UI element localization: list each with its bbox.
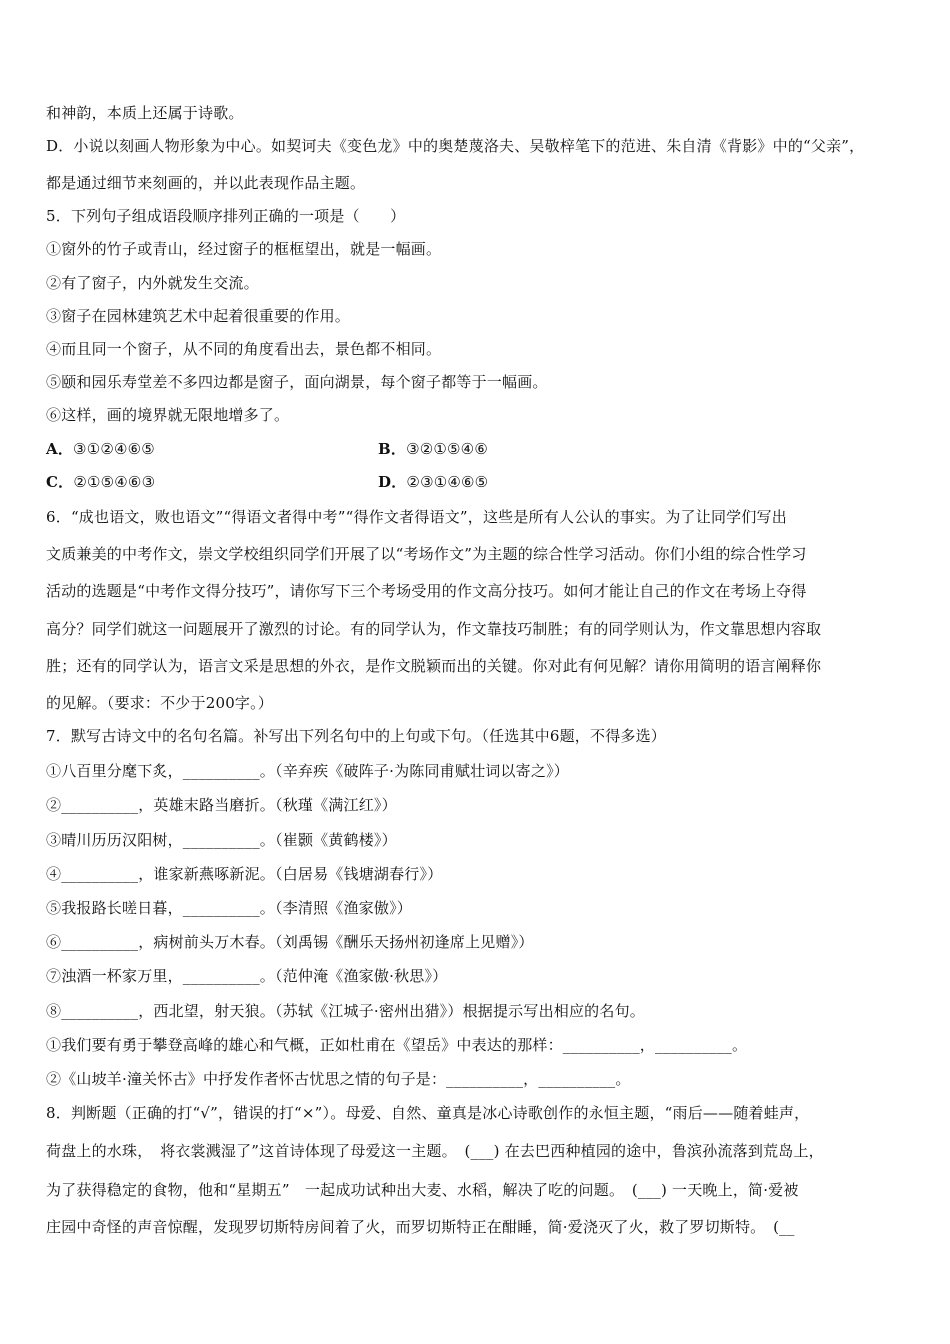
recitation-item: ⑧__________，西北望，射天狼。（苏轼《江城子·密州出猎》）根据提示写出相应的名句。 [46, 1002, 645, 1020]
recitation-item: ④__________，谁家新燕啄新泥。（白居易《钱塘湖春行》） [46, 865, 443, 883]
option-c [46, 472, 155, 492]
question-7-stem: 7．默写古诗文中的名句名篇。补写出下列名句中的上句或下句。（任选其中6题，不得多选） [46, 727, 666, 745]
text-line: 都是通过细节来刻画的，并以此表现作品主题。 [46, 174, 366, 192]
option-b [378, 439, 488, 459]
text-line: 庄园中奇怪的声音惊醒，发现罗切斯特房间着了火，而罗切斯特正在酣睡，简·爱浇灭了火，救了罗切斯特。 (__ [46, 1218, 795, 1236]
option-b-letter: B． [378, 440, 407, 458]
question-6-stem: 6．“成也语文，败也语文”“得语文者得中考”“得作文者得语文”，这些是所有人公认的事实。为了让同学们写出 [46, 508, 787, 526]
text-line: 高分？同学们就这一问题展开了激烈的讨论。有的同学认为，作文靠技巧制胜；有的同学则认为，作文靠思想内容取 [46, 620, 822, 638]
option-d [378, 472, 488, 492]
option-d-letter: D． [378, 473, 407, 491]
text-line: 为了获得稳定的食物，他和“星期五” 一起成功试种出大麦、水稻，解决了吃的问题。 (___) 一天晚上，简·爱被 [46, 1181, 799, 1199]
sentence-3: ③窗子在园林建筑艺术中起着很重要的作用。 [46, 307, 351, 325]
text-line: D．小说以刻画人物形象为中心。如契诃夫《变色龙》中的奥楚蔑洛夫、吴敬梓笔下的范进、朱自清《背影》中的“父亲”， [46, 137, 865, 155]
text-line: 荷盘上的水珠， 将衣裳溅湿了”这首诗体现了母爱这一主题。 (___) 在去巴西种植园的途中，鲁滨孙流落到荒岛上， [46, 1142, 824, 1160]
text-line: 文质兼美的中考作文，崇文学校组织同学们开展了以“考场作文”为主题的综合性学习活动。你们小组的综合性学习 [46, 545, 807, 563]
question-8-stem: 8．判断题（正确的打“√”，错误的打“×”）。母爱、自然、童真是冰心诗歌创作的永恒主题，“雨后——随着蛙声， [46, 1104, 810, 1122]
option-d-text: ②③①④⑥⑤ [406, 473, 489, 491]
recitation-item: ②《山坡羊·潼关怀古》中抒发作者怀古忧思之情的句子是：__________，__________。 [46, 1070, 631, 1088]
text-line: 活动的选题是“中考作文得分技巧”，请你写下三个考场受用的作文高分技巧。如何才能让自己的作文在考场上夺得 [46, 582, 807, 600]
option-c-text: ②①⑤④⑥③ [73, 473, 156, 491]
sentence-2: ②有了窗子，内外就发生交流。 [46, 274, 259, 292]
sentence-4: ④而且同一个窗子，从不同的角度看出去，景色都不相同。 [46, 340, 442, 358]
recitation-item: ⑥__________，病树前头万木春。（刘禹锡《酬乐天扬州初逢席上见赠》） [46, 933, 534, 951]
option-a-letter: A． [46, 440, 74, 458]
recitation-item: ①八百里分麾下炙，__________。（辛弃疾《破阵子·为陈同甫赋壮词以寄之》） [46, 762, 569, 780]
option-b-text: ③②①⑤④⑥ [406, 440, 488, 458]
text-line: 的见解。（要求：不少于200字。） [46, 694, 274, 712]
recitation-item: ①我们要有勇于攀登高峰的雄心和气概，正如杜甫在《望岳》中表达的那样：__________，__________。 [46, 1036, 748, 1054]
text-line: 胜；还有的同学认为，语言文采是思想的外衣，是作文脱颖而出的关键。你对此有何见解？请你用简明的语言阐释你 [46, 657, 822, 675]
recitation-item: ②__________，英雄末路当磨折。（秋瑾《满江红》） [46, 796, 397, 814]
option-c-letter: C． [46, 473, 74, 491]
sentence-6: ⑥这样，画的境界就无限地增多了。 [46, 406, 290, 424]
recitation-item: ⑤我报路长嗟日暮，__________。（李清照《渔家傲》） [46, 899, 413, 917]
sentence-1: ①窗外的竹子或青山，经过窗子的框框望出，就是一幅画。 [46, 240, 442, 258]
sentence-5: ⑤颐和园乐寿堂差不多四边都是窗子，面向湖景，每个窗子都等于一幅画。 [46, 373, 548, 391]
option-a [46, 439, 155, 459]
recitation-item: ③晴川历历汉阳树，__________。（崔颢《黄鹤楼》） [46, 831, 397, 849]
text-line: 和神韵，本质上还属于诗歌。 [46, 104, 244, 122]
recitation-item: ⑦浊酒一杯家万里，__________。（范仲淹《渔家傲·秋思》） [46, 967, 448, 985]
option-a-text: ③①②④⑥⑤ [73, 440, 155, 458]
question-5-stem: 5．下列句子组成语段顺序排列正确的一项是（ ） [46, 207, 406, 225]
